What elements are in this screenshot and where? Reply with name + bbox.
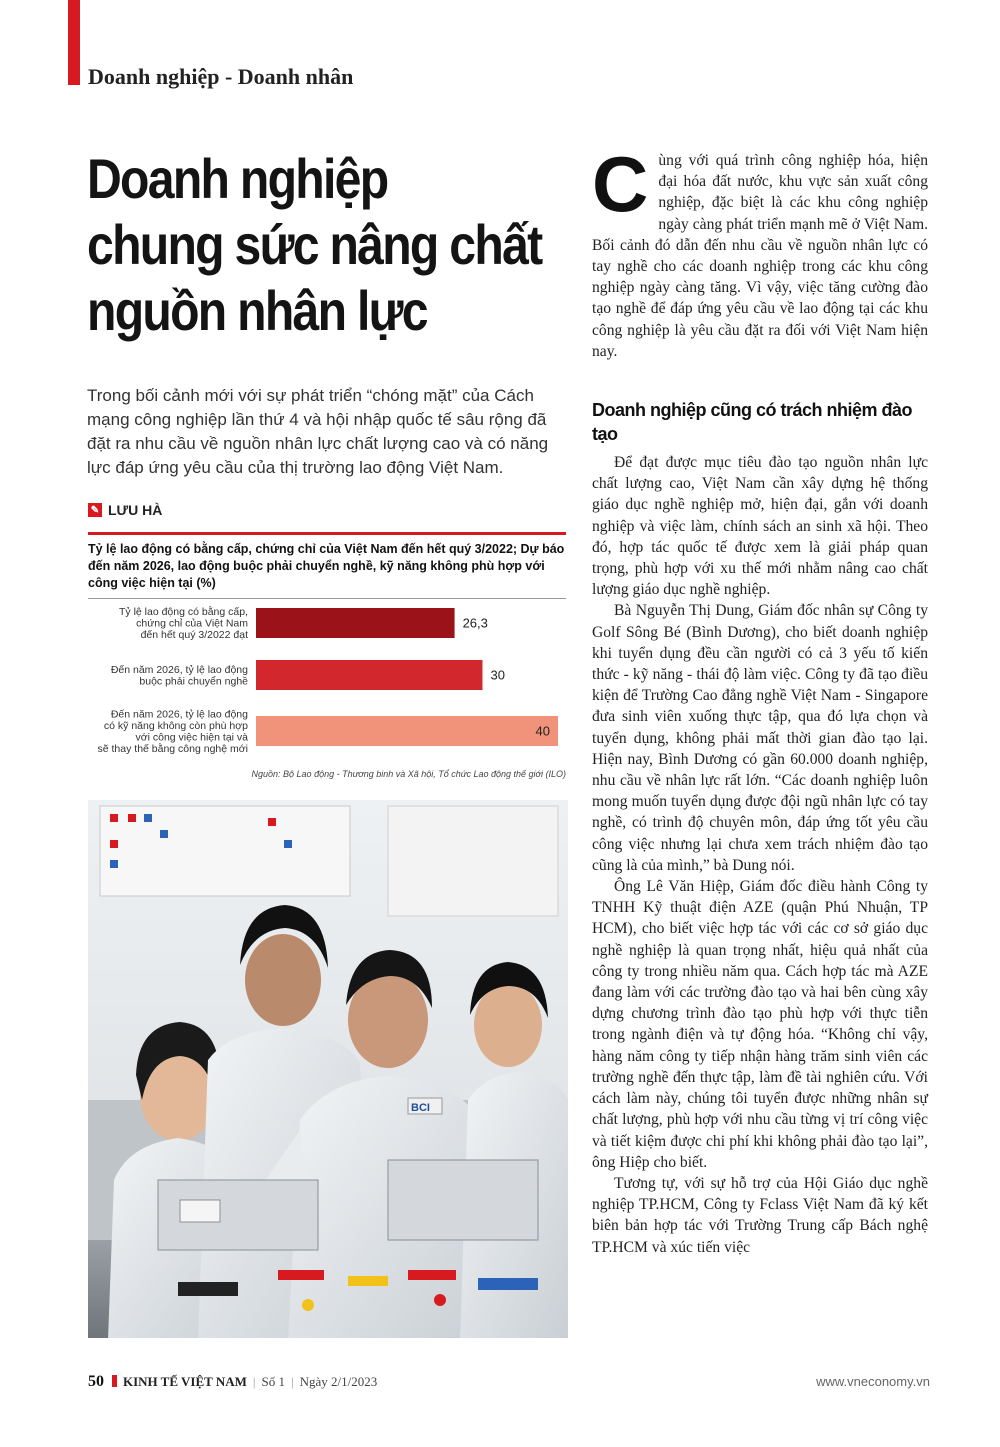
paragraph-intro-text: ùng với quá trình công nghiệp hóa, hiện đại hóa đất nước, khu vực sản xuất công nghiệp, đặc biệt là các khu công nghiệp ngày càng phát triển mạnh mẽ ở Việt Nam. Bối cảnh đó dẫn đến nhu cầu về nguồn nhân lực có tay nghề cho các doanh nghiệp trong các khu công nghiệp ngày càng tăng. Vì vậy, việc tăng cường đào tạo nghề để đáp ứng yêu cầu về lao động tại các khu công nghiệp là yêu cầu đặt ra đối với Việt Nam hiện nay. bbox=[592, 152, 928, 360]
category-label: với công việc hiện tại và bbox=[135, 731, 248, 744]
bar bbox=[256, 608, 455, 638]
paragraph: Để đạt được mục tiêu đào tạo nguồn nhân lực chất lượng cao, Việt Nam cần xây dựng hệ thống giáo dục nghề nghiệp mở, hiện đại, gắn với doanh nghiệp và việc làm, chính sách an sinh xã hội. Theo đó, hợp tác quốc tế được xem là giải pháp quan trọng, phù hợp với xu thế mới nhằm nâng cao chất lượng giáo dục nghề nghiệp. bbox=[592, 454, 928, 599]
pen-icon: ✎ bbox=[88, 503, 102, 517]
title-line: nguồn nhân lực bbox=[87, 279, 427, 342]
section-label: Doanh nghiệp - Doanh nhân bbox=[88, 64, 354, 89]
article-body-main bbox=[592, 452, 928, 1258]
bar-value-label: 26,3 bbox=[462, 615, 488, 631]
category-label: có kỹ năng không còn phù hợp bbox=[103, 719, 248, 732]
wall-board bbox=[388, 806, 558, 916]
title-line: chung sức nâng chất bbox=[87, 213, 542, 276]
title-line: Doanh nghiệp bbox=[87, 147, 388, 210]
chart-source: Nguồn: Bộ Lao động - Thương binh và Xã hội, Tổ chức Lao động thế giới (ILO) bbox=[251, 769, 566, 779]
page-footer: 50 KINH TẾ VIỆT NAM | Số 1 | Ngày 2/1/2023 www.vneconomy.vn bbox=[88, 1373, 930, 1390]
bar-chart bbox=[88, 532, 566, 792]
paragraph: Tương tự, với sự hỗ trợ của Hội Giáo dục nghề nghiệp TP.HCM, Công ty Fclass Việt Nam đã ký kết biên bản hợp tác với Trường Trung cấp Bách nghệ TP.HCM và xúc tiến việc bbox=[592, 1174, 928, 1256]
category-label: Đến năm 2026, tỷ lệ lao động bbox=[110, 663, 248, 676]
article-title bbox=[87, 146, 542, 344]
page-number: 50 bbox=[88, 1373, 104, 1390]
website-url: www.vneconomy.vn bbox=[816, 1374, 930, 1389]
paragraph-intro bbox=[592, 140, 928, 362]
footer-mark bbox=[112, 1375, 117, 1387]
bar-value-label: 30 bbox=[490, 667, 505, 683]
category-label: Đến năm 2026, tỷ lệ lao động bbox=[110, 708, 248, 721]
author-name: LƯU HÀ bbox=[108, 502, 163, 518]
control-panel bbox=[100, 806, 350, 896]
bar bbox=[256, 716, 558, 746]
issue-date: Ngày 2/1/2023 bbox=[299, 1374, 378, 1389]
bar bbox=[256, 660, 483, 690]
magazine-name: KINH TẾ VIỆT NAM bbox=[123, 1374, 247, 1389]
issue-number: Số 1 bbox=[261, 1374, 285, 1389]
article-subhead: Doanh nghiệp cũng có trách nhiệm đào tạo bbox=[592, 400, 913, 444]
article-body-intro bbox=[592, 140, 928, 362]
category-label: buộc phải chuyển nghề bbox=[139, 675, 248, 688]
paragraph: Bà Nguyễn Thị Dung, Giám đốc nhân sự Công ty Golf Sông Bé (Bình Dương), cho biết doanh nghiệp khi tuyển dụng đều cần người có cả 3 yếu tố kiến thức - kỹ năng - thái độ làm việc. Công ty đã tạo điều kiện để Trường Cao đẳng nghề Việt Nam - Singapore đưa sinh viên xuống thực tập, qua đó lựa chọn và tuyển dụng, không phải mất thời gian đào tạo lại. Hiện nay, Bình Dương có gần 60.000 doanh nghiệp, nhu cầu về nhân lực rất lớn. “Các doanh nghiệp luôn mong muốn tuyển dụng được đội ngũ nhân lực có tay nghề, có trình độ chuyên môn, đáp ứng tốt yêu cầu công việc nhưng lại chưa xem trách nhiệm đào tạo cũng là của mình,” bà Dung nói. bbox=[592, 602, 928, 874]
category-label: đến hết quý 3/2022 đạt bbox=[140, 629, 248, 641]
photo-illustration bbox=[88, 800, 568, 1338]
workshop-photo bbox=[88, 800, 568, 1338]
paragraph: Ông Lê Văn Hiệp, Giám đốc điều hành Công ty TNHH Kỹ thuật điện AZE (quận Phú Nhuận, TP HCM), cho biết việc hợp tác với các cơ sở giáo dục nghề nghiệp là quan trọng nhất, hiệu quả nhất của công ty trong nhiều năm qua. Cách hợp tác mà AZE đang làm với các trường đào tạo và hai bên cùng xây dựng chương trình đào tạo phù hợp với thực tiễn trong ngành điện và tự động hóa. “Không chỉ vậy, hàng năm công ty tiếp nhận hàng trăm sinh viên các trường nghề đến thực tập, làm đề tài nghiên cứu. Với cách làm này, chúng tôi tuyển được những nhân sự chất lượng, phù hợp với nhu cầu từng vị trí công việc và tiết kiệm được chi phí khi không phải đào tạo lại”, ông Hiệp cho biết. bbox=[592, 878, 928, 1171]
chart-divider bbox=[88, 598, 566, 599]
author-byline bbox=[88, 502, 162, 518]
dropcap: C bbox=[592, 140, 649, 228]
chart-plot bbox=[88, 602, 566, 762]
category-label: Tỷ lệ lao động có bằng cấp, bbox=[118, 606, 248, 618]
section-marker-bar bbox=[68, 0, 80, 85]
category-label: chứng chỉ của Việt Nam bbox=[136, 617, 248, 630]
shirt-logo: BCI bbox=[411, 1102, 430, 1114]
chart-top-rule bbox=[88, 532, 566, 535]
category-label: sẽ thay thế bằng công nghệ mới bbox=[97, 742, 248, 755]
article-lead: Trong bối cảnh mới với sự phát triển “chóng mặt” của Cách mạng công nghiệp lần thứ 4 và hội nhập quốc tế sâu rộng đã đặt ra nhu cầu về nguồn nhân lực chất lượng cao và có năng lực đáp ứng yêu cầu của thị trường lao động Việt Nam. bbox=[87, 386, 549, 477]
chart-title: Tỷ lệ lao động có bằng cấp, chứng chỉ của Việt Nam đến hết quý 3/2022; Dự báo đến năm 2026, lao động buộc phải chuyển nghề, kỹ năng không phù hợp với công việc hiện tại (%) bbox=[88, 542, 565, 590]
bar-value-label: 40 bbox=[535, 723, 550, 739]
